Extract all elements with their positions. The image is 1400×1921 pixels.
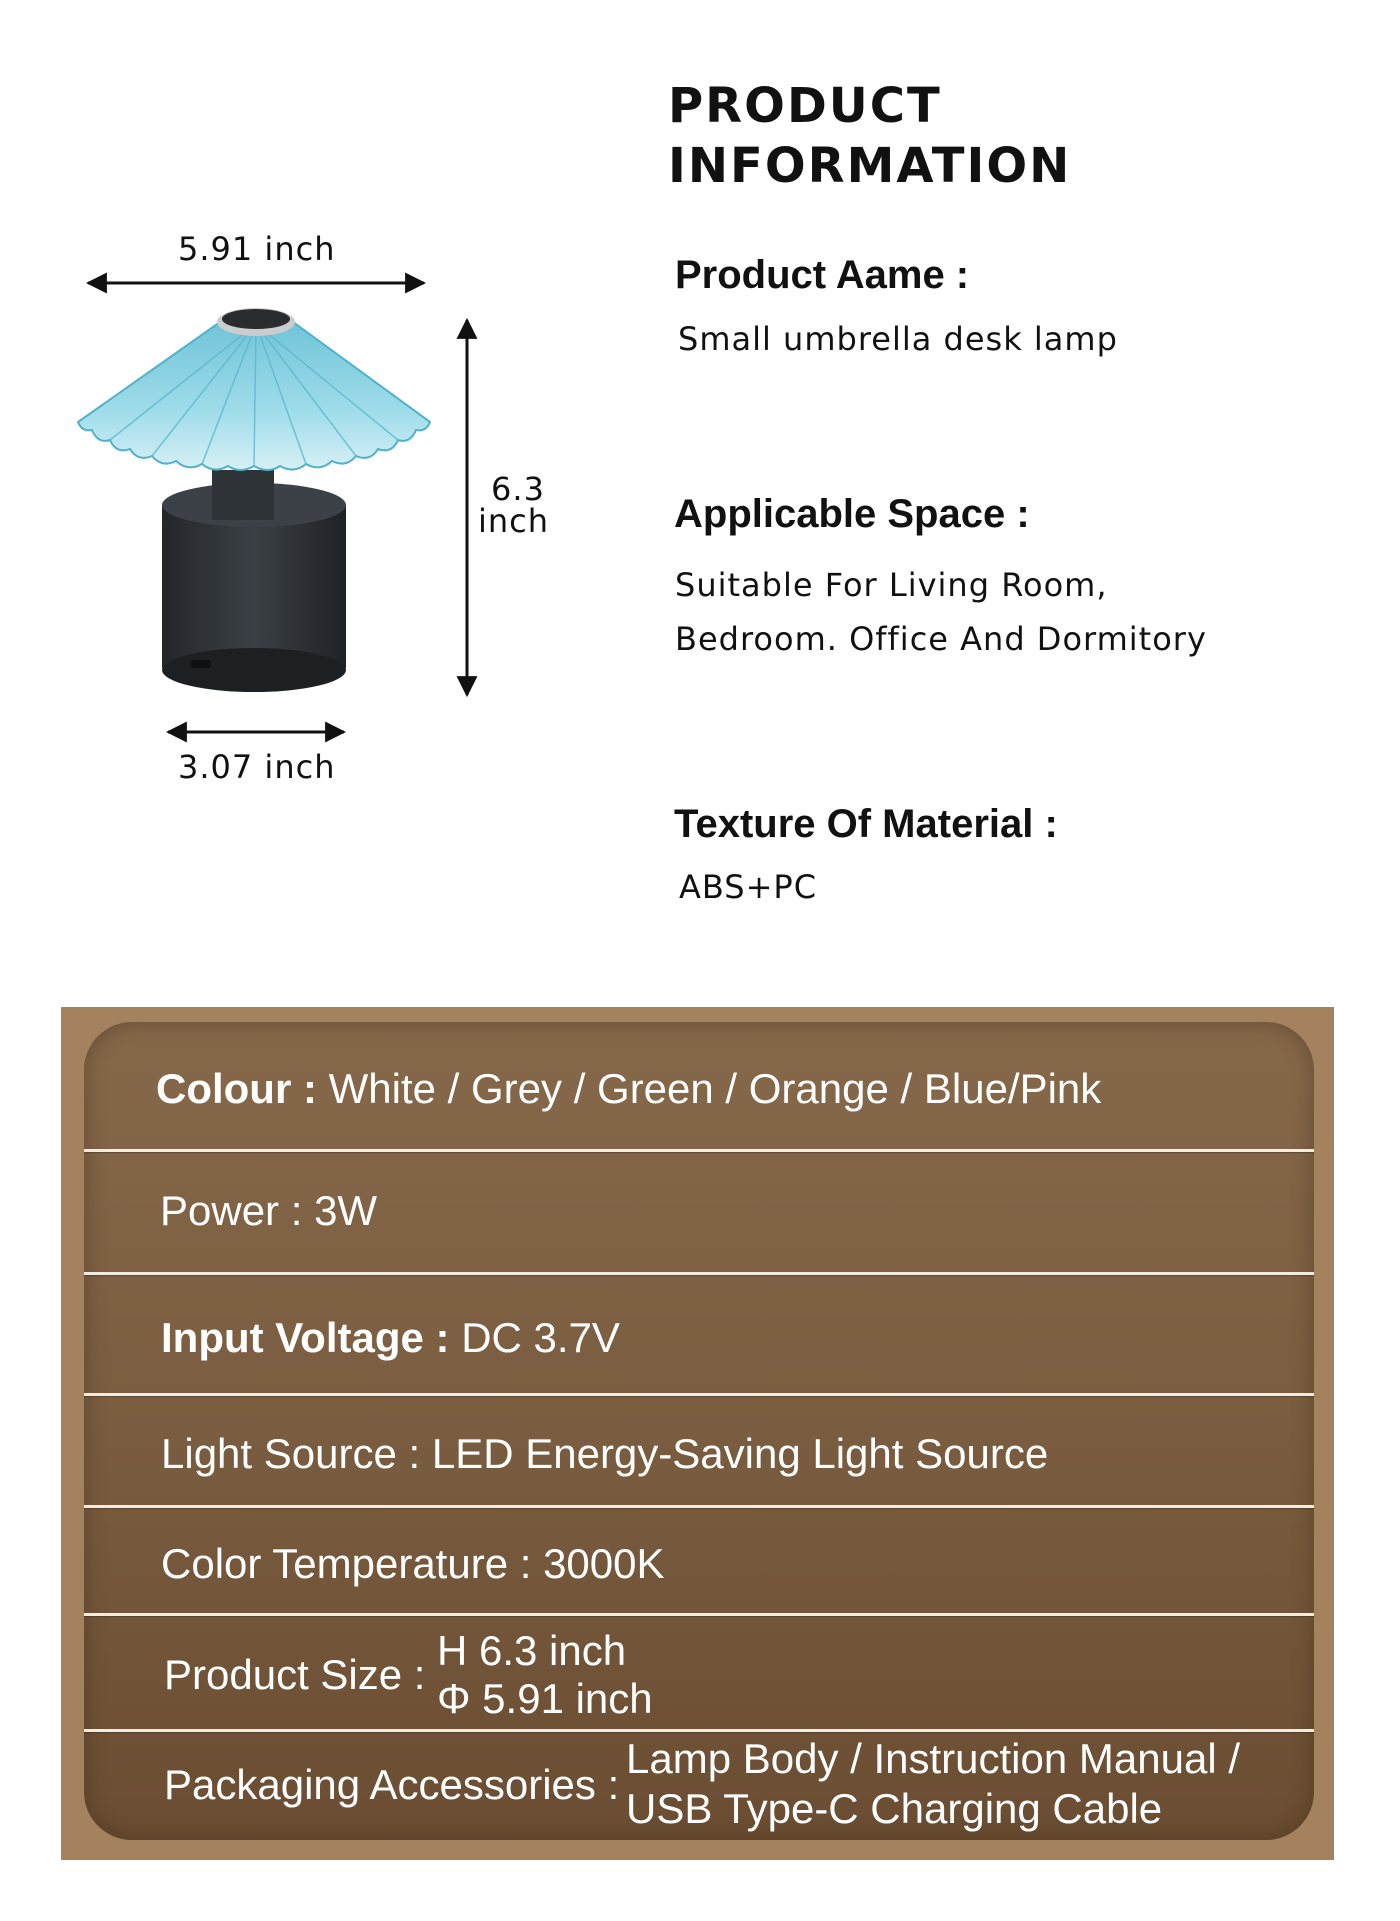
product-size-value-line-2: Φ 5.91 inch [437, 1675, 653, 1722]
color-temperature-label: Color Temperature : [161, 1540, 532, 1587]
power-label: Power : [160, 1187, 303, 1234]
row-divider [84, 1393, 1314, 1396]
applicable-space-label: Applicable Space : [674, 492, 1030, 536]
width-dimension-label: 5.91 inch [178, 230, 336, 268]
input-voltage-label: Input Voltage : [161, 1314, 450, 1361]
colour-label: Colour : [156, 1065, 317, 1112]
material-value: ABS+PC [679, 868, 818, 906]
lamp-base [162, 470, 346, 692]
packaging-label: Packaging Accessories : [164, 1761, 620, 1808]
page-title-line-1: PRODUCT [668, 78, 942, 134]
packaging-value-line-2: USB Type-C Charging Cable [626, 1785, 1163, 1832]
height-dimension-value: 6.3 [491, 470, 545, 508]
light-source-value: LED Energy-Saving Light Source [431, 1430, 1049, 1477]
power-value: 3W [314, 1187, 378, 1234]
product-name-value: Small umbrella desk lamp [678, 320, 1118, 358]
color-temperature-value: 3000K [543, 1540, 665, 1587]
spec-row-input-voltage [161, 1314, 620, 1362]
spec-row-power [160, 1187, 377, 1235]
colour-value: White / Grey / Green / Orange / Blue/Pink [328, 1065, 1102, 1112]
packaging-value-line-1: Lamp Body / Instruction Manual / [626, 1735, 1240, 1782]
light-source-label: Light Source : [161, 1430, 421, 1477]
product-name-label: Product Aame : [675, 253, 970, 297]
spec-row-light-source [161, 1430, 1048, 1478]
product-size-value-line-1: H 6.3 inch [437, 1627, 627, 1674]
row-divider [84, 1505, 1314, 1508]
material-label: Texture Of Material : [674, 802, 1058, 846]
applicable-space-value-line-1: Suitable For Living Room, [675, 566, 1108, 604]
spec-row-color-temperature [161, 1540, 665, 1588]
row-divider [84, 1729, 1314, 1732]
page-title [668, 76, 1368, 196]
spec-row-colour [156, 1065, 1101, 1113]
row-divider [84, 1272, 1314, 1275]
product-size-label: Product Size : [164, 1651, 426, 1698]
page-title-line-2: INFORMATION [668, 138, 1072, 194]
row-divider [84, 1149, 1314, 1152]
applicable-space-value-line-2: Bedroom. Office And Dormitory [675, 620, 1207, 658]
lamp-shade [78, 308, 430, 470]
height-dimension-unit: inch [478, 502, 550, 540]
row-divider [84, 1613, 1314, 1616]
input-voltage-value: DC 3.7V [461, 1314, 620, 1361]
base-dimension-label: 3.07 inch [178, 748, 336, 786]
